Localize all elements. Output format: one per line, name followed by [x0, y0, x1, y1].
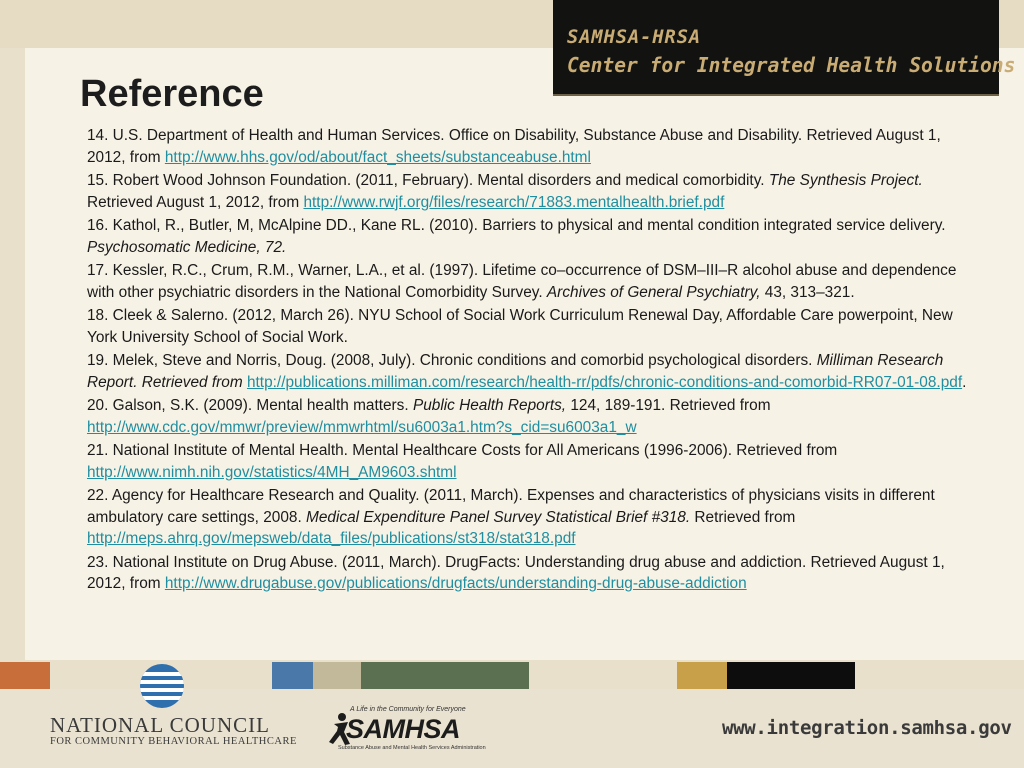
color-stripe [529, 662, 677, 689]
color-stripe [677, 662, 727, 689]
samhsa-tagline: A Life in the Community for Everyone [350, 706, 466, 713]
reference-link[interactable]: http://publications.milliman.com/research/health-rr/pdfs/chronic-conditions-and-comorbid-RR07-01-08.pdf [246, 373, 963, 391]
color-stripe [313, 662, 361, 689]
reference-link[interactable]: http://www.hhs.gov/od/about/fact_sheets/substanceabuse.html [164, 148, 591, 166]
reference-item-22: 22. Agency for Healthcare Research and Quality. (2011, March). Expenses and characteristics of physicians visits in different ambulatory care settings, 2008. Medical Expenditure Panel Survey Statistical Brief #318. Retrieved from http://meps.ahrq.gov/mepsweb/data_files/publications/st318/stat318.pdf [87, 487, 935, 547]
color-stripe [0, 662, 50, 689]
color-stripe [727, 662, 855, 689]
national-council-name: NATIONAL COUNCIL [50, 713, 270, 737]
reference-item-19: 19. Melek, Steve and Norris, Doug. (2008, July). Chronic conditions and comorbid psychological disorders. Milliman Research Report. Retrieved from http://publications.milliman.com/research/health-rr/pdfs/chronic-conditions-and-comorbid-RR07-01-08.pdf. [87, 352, 967, 391]
brand-header [553, 0, 1016, 96]
reference-item-23: 23. National Institute on Drug Abuse. (2011, March). DrugFacts: Understanding drug abuse and addiction. Retrieved August 1, 2012, from http://www.drugabuse.gov/publications/drugfacts/understanding-drug-abuse-addiction [87, 553, 945, 592]
reference-item-17: 17. Kessler, R.C., Crum, R.M., Warner, L.A., et al. (1997). Lifetime co–occurrence of DSM–III–R alcohol abuse and dependence with other psychiatric disorders in the National Comorbidity Survey. Archives of General Psychiatry, 43, 313–321. [87, 262, 957, 301]
national-council-subtitle: FOR COMMUNITY BEHAVIORAL HEALTHCARE [50, 736, 297, 747]
reference-link[interactable]: http://www.nimh.nih.gov/statistics/4MH_AM9603.shtml [87, 463, 457, 481]
brand-line1: SAMHSA-HRSA [567, 26, 702, 48]
color-stripe [361, 662, 529, 689]
reference-link[interactable]: http://meps.ahrq.gov/mepsweb/data_files/publications/st318/stat318.pdf [87, 530, 576, 547]
globe-icon [140, 664, 184, 708]
samhsa-logo [328, 706, 486, 756]
reference-item-21: 21. National Institute of Mental Health. Mental Healthcare Costs for All Americans (1996-2006). Retrieved from http://www.nimh.nih.gov/statistics/4MH_AM9603.shtml [87, 442, 838, 481]
samhsa-subtitle: Substance Abuse and Mental Health Services Administration [338, 745, 486, 751]
reference-link[interactable]: http://www.rwjf.org/files/research/71883.mentalhealth.brief.pdf [303, 193, 725, 211]
reference-item-15: 15. Robert Wood Johnson Foundation. (2011, February). Mental disorders and medical comorbidity. The Synthesis Project. Retrieved August 1, 2012, from http://www.rwjf.org/files/research/71883.mentalhealth.brief.pdf [87, 172, 923, 211]
slide-title: Reference [80, 73, 264, 115]
reference-item-16: 16. Kathol, R., Butler, M, McAlpine DD., Kane RL. (2010). Barriers to physical and mental condition integrated service delivery. Psychosomatic Medicine, 72. [87, 217, 946, 256]
reference-item-18: 18. Cleek & Salerno. (2012, March 26). NYU School of Social Work Curriculum Renewal Day, Affordable Care powerpoint, New York University School of Social Work. [87, 307, 953, 346]
reference-list [87, 125, 967, 597]
reference-link[interactable]: http://www.cdc.gov/mmwr/preview/mmwrhtml/su6003a1.htm?s_cid=su6003a1_w [87, 418, 637, 436]
brand-line2: Center for Integrated Health Solutions [567, 53, 1016, 77]
samhsa-wordmark: SAMHSA [346, 714, 461, 744]
reference-link[interactable]: http://www.drugabuse.gov/publications/drugfacts/understanding-drug-abuse-addiction [164, 575, 747, 592]
reference-item-14: 14. U.S. Department of Health and Human Services. Office on Disability, Substance Abuse and Disability. Retrieved August 1, 2012, from http://www.hhs.gov/od/about/fact_sheets/substanceabuse.html [87, 127, 941, 166]
national-council-logo [50, 664, 297, 764]
website-url: www.integration.samhsa.gov [722, 717, 1012, 739]
reference-item-20: 20. Galson, S.K. (2009). Mental health matters. Public Health Reports, 124, 189-191. Retrieved from http://www.cdc.gov/mmwr/preview/mmwrhtml/su6003a1.htm?s_cid=su6003a1_w [87, 397, 771, 436]
